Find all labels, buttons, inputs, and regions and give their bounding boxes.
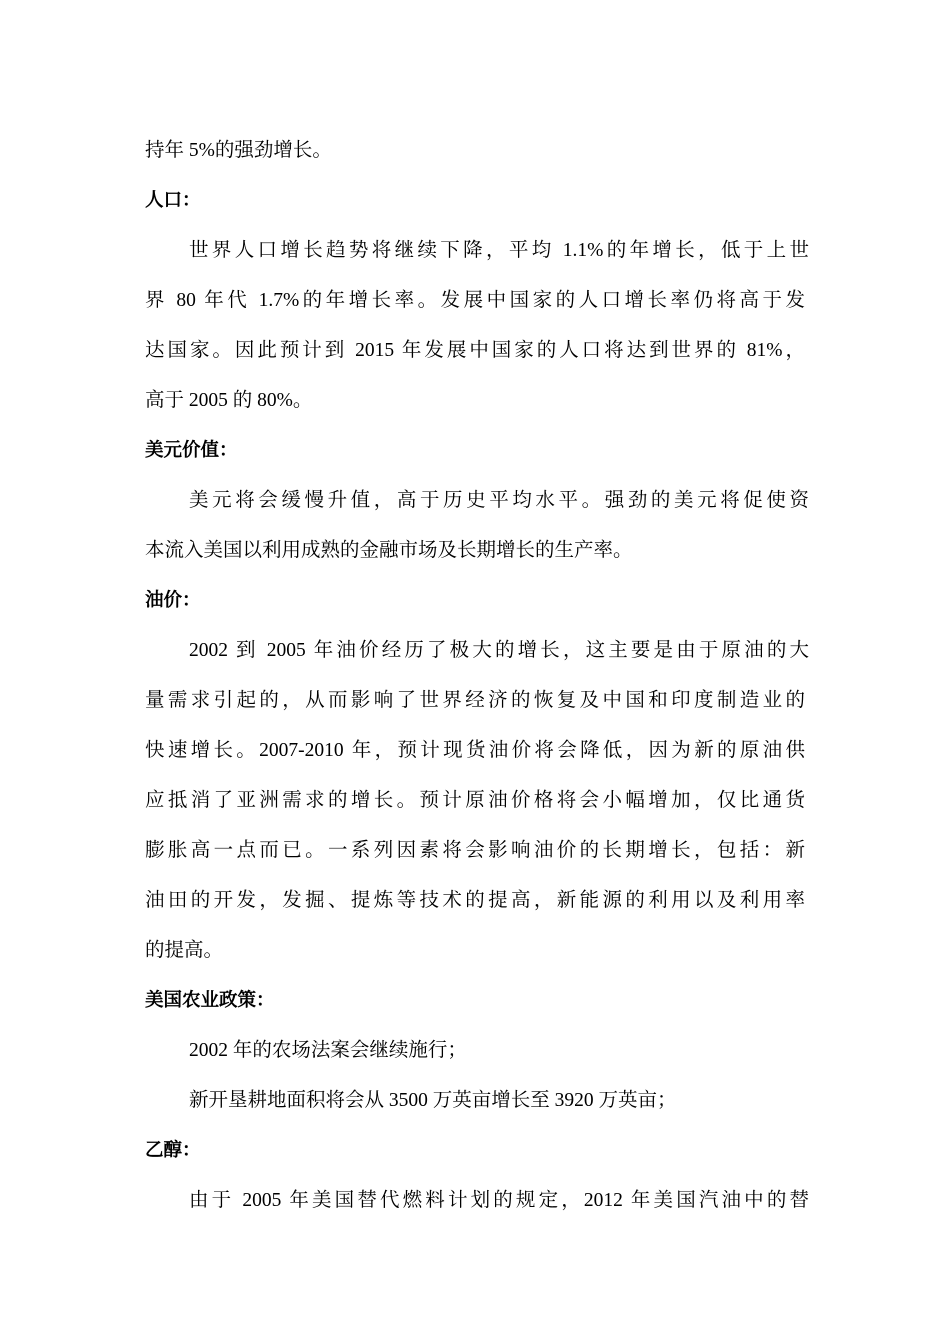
oil-line-2: 量需求引起的，从而影响了世界经济的恢复及中国和印度制造业的 [145, 690, 805, 711]
intro-line: 持年 5%的强劲增长。 [145, 140, 332, 161]
section-heading-population: 人口： [145, 190, 201, 211]
oil-line-5: 膨胀高一点而已。一系列因素将会影响油价的长期增长，包括：新 [145, 840, 805, 861]
oil-line-6: 油田的开发，发掘、提炼等技术的提高，新能源的利用以及利用率 [145, 890, 805, 911]
population-line-2: 界 80 年代 1.7%的年增长率。发展中国家的人口增长率仍将高于发 [145, 290, 805, 311]
oil-line-4: 应抵消了亚洲需求的增长。预计原油价格将会小幅增加，仅比通货 [145, 790, 805, 811]
agri-line-2: 新开垦耕地面积将会从 3500 万英亩增长至 3920 万英亩； [189, 1090, 677, 1111]
population-line-3: 达国家。因此预计到 2015 年发展中国家的人口将达到世界的 81%， [145, 340, 805, 361]
oil-line-7: 的提高。 [145, 940, 224, 961]
agri-line-1: 2002 年的农场法案会继续施行； [189, 1040, 467, 1061]
usd-line-2: 本流入美国以利用成熟的金融市场及长期增长的生产率。 [145, 540, 633, 561]
ethanol-line-1: 由于 2005 年美国替代燃料计划的规定，2012 年美国汽油中的替 [189, 1190, 809, 1211]
usd-line-1: 美元将会缓慢升值，高于历史平均水平。强劲的美元将促使资 [189, 490, 809, 511]
section-heading-oil: 油价： [145, 590, 201, 611]
section-heading-usd: 美元价值： [145, 440, 238, 461]
oil-line-1: 2002 到 2005 年油价经历了极大的增长，这主要是由于原油的大 [189, 640, 809, 661]
section-heading-ethanol: 乙醇： [145, 1140, 201, 1161]
oil-line-3: 快速增长。2007-2010 年，预计现货油价将会降低，因为新的原油供 [145, 740, 805, 761]
section-heading-agri: 美国农业政策： [145, 990, 275, 1011]
population-line-1: 世界人口增长趋势将继续下降，平均 1.1%的年增长，低于上世 [189, 240, 809, 261]
population-line-4: 高于 2005 的 80%。 [145, 390, 313, 411]
